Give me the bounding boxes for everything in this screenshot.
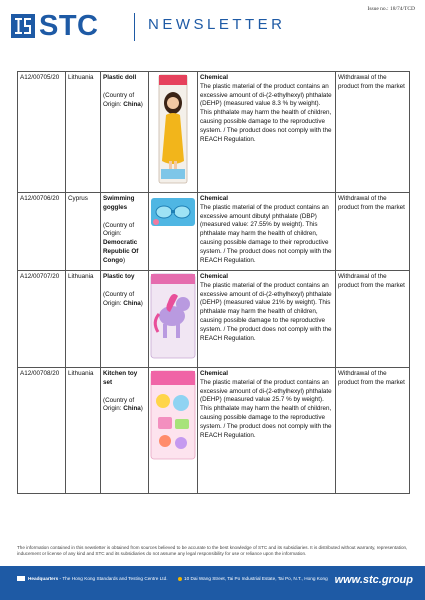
measure-cell: Withdrawal of the product from the market: [336, 368, 410, 494]
origin-info: [103, 222, 146, 266]
product-name: Plastic doll: [103, 74, 137, 81]
risk-cell: [198, 271, 336, 368]
risk-description: The plastic material of the product contains an excessive amount of di-(2-ethylhexyl) phthalate (DEHP) (measured value 21% by weight). This phthalate may harm the health of children, causing possible damage to the reproductive system. / The product does not comply with the REACH Regulation.: [200, 281, 332, 342]
measure-cell: Withdrawal of the product from the market: [336, 72, 410, 193]
ref-cell: A12/00708/20: [18, 368, 66, 494]
product-cell: [101, 271, 149, 368]
photo-cell: [149, 271, 198, 368]
section-title: NEWSLETTER: [148, 16, 286, 33]
risk-description: The plastic material of the product contains an excessive amount of di-(2-ethylhexyl) phthalate (DEHP) (measured value 25.7 % by weight). This phthalate may harm the health of children, causing possible damage to the reproductive system. / The product does not comply with the REACH Regulation.: [200, 378, 332, 439]
origin-close: ): [140, 299, 143, 307]
logo-divider: [134, 13, 135, 41]
risk-cell: [198, 193, 336, 271]
recall-table: [17, 71, 410, 494]
address-text: 10 Dai Wang Street, Tai Po Industrial Estate, Tai Po, N.T., Hong Kong: [184, 576, 328, 581]
measure-cell: Withdrawal of the product from the market: [336, 193, 410, 271]
origin-country: Democratic Republic Of Congo: [103, 239, 139, 264]
location-pin-icon: [178, 577, 182, 581]
origin-info: [103, 92, 146, 110]
origin-country: China: [123, 100, 141, 108]
country-cell: Cyprus: [66, 193, 101, 271]
origin-label: (Country of Origin:: [103, 396, 135, 413]
risk-type: Chemical: [200, 195, 228, 202]
doll-photo: [150, 73, 196, 187]
origin-label: (Country of Origin:: [103, 290, 135, 307]
hq-name: - The Hong Kong Standards and Testing Centre Ltd.: [58, 576, 168, 581]
photo-cell: [149, 368, 198, 494]
origin-close: ): [122, 256, 126, 264]
stc-logo-icon: [11, 14, 35, 38]
risk-description: The plastic material of the product contains an excessive amount dibutyl phthalate (DBP) (measured value: 27.55% by weight). This phthalate may harm the health of children, causing possible damage to their reproductive system. / The product does not comply with the REACH Regulation.: [200, 203, 332, 264]
page-footer: [0, 566, 425, 600]
origin-info: [103, 291, 146, 309]
product-cell: [101, 193, 149, 271]
table-row: [18, 193, 410, 271]
origin-close: ): [140, 100, 143, 108]
ref-cell: A12/00707/20: [18, 271, 66, 368]
risk-description: The plastic material of the product contains an excessive amount of di-(2-ethylhexyl) phthalate (DEHP) (measured value 8.3 % by weight). This phthalate may harm the health of children, causing possible damage to the reproductive system. / The product does not comply with the REACH Regulation.: [200, 82, 332, 143]
risk-type: Chemical: [200, 370, 228, 377]
origin-close: ): [140, 405, 143, 413]
origin-country: China: [123, 299, 141, 307]
issue-number: Issue no.: 18/74/TCD: [367, 6, 415, 12]
country-cell: Lithuania: [66, 72, 101, 193]
kitchen-set-photo: [150, 369, 196, 461]
footer-address: [178, 576, 328, 581]
product-cell: [101, 72, 149, 193]
pony-toy-photo: [150, 272, 196, 360]
risk-cell: [198, 368, 336, 494]
risk-type: Chemical: [200, 74, 228, 81]
origin-info: [103, 397, 146, 415]
goggles-photo: [150, 194, 196, 230]
measure-cell: Withdrawal of the product from the market: [336, 271, 410, 368]
logo-text: STC: [39, 10, 99, 42]
website-link[interactable]: www.stc.group: [334, 574, 413, 586]
photo-cell: [149, 193, 198, 271]
footer-headquarters: [17, 576, 168, 581]
hq-label: Headquarters: [28, 576, 59, 581]
disclaimer: The information contained in this newsletter is obtained from sources believed to be accurate to the best knowledge of STC and its subsidiaries. It is distributed without warranty, representation, inducement or license of any kind and STC and its subsidiaries do not assume any legal responsibility for use or reliance upon the information.: [17, 545, 408, 556]
product-name: Kitchen toy set: [103, 370, 138, 386]
product-cell: [101, 368, 149, 494]
product-name: Plastic toy: [103, 273, 135, 280]
risk-type: Chemical: [200, 273, 228, 280]
origin-label: (Country of Origin:: [103, 91, 135, 108]
origin-country: China: [123, 405, 141, 413]
origin-label: (Country of Origin:: [103, 221, 135, 238]
photo-cell: [149, 72, 198, 193]
country-cell: Lithuania: [66, 271, 101, 368]
product-name: Swimming goggles: [103, 195, 135, 211]
page-header: [0, 0, 425, 52]
country-cell: Lithuania: [66, 368, 101, 494]
ref-cell: A12/00706/20: [18, 193, 66, 271]
table-row: [18, 271, 410, 368]
ref-cell: A12/00705/20: [18, 72, 66, 193]
building-icon: [17, 576, 25, 581]
table-row: [18, 368, 410, 494]
table-row: [18, 72, 410, 193]
risk-cell: [198, 72, 336, 193]
